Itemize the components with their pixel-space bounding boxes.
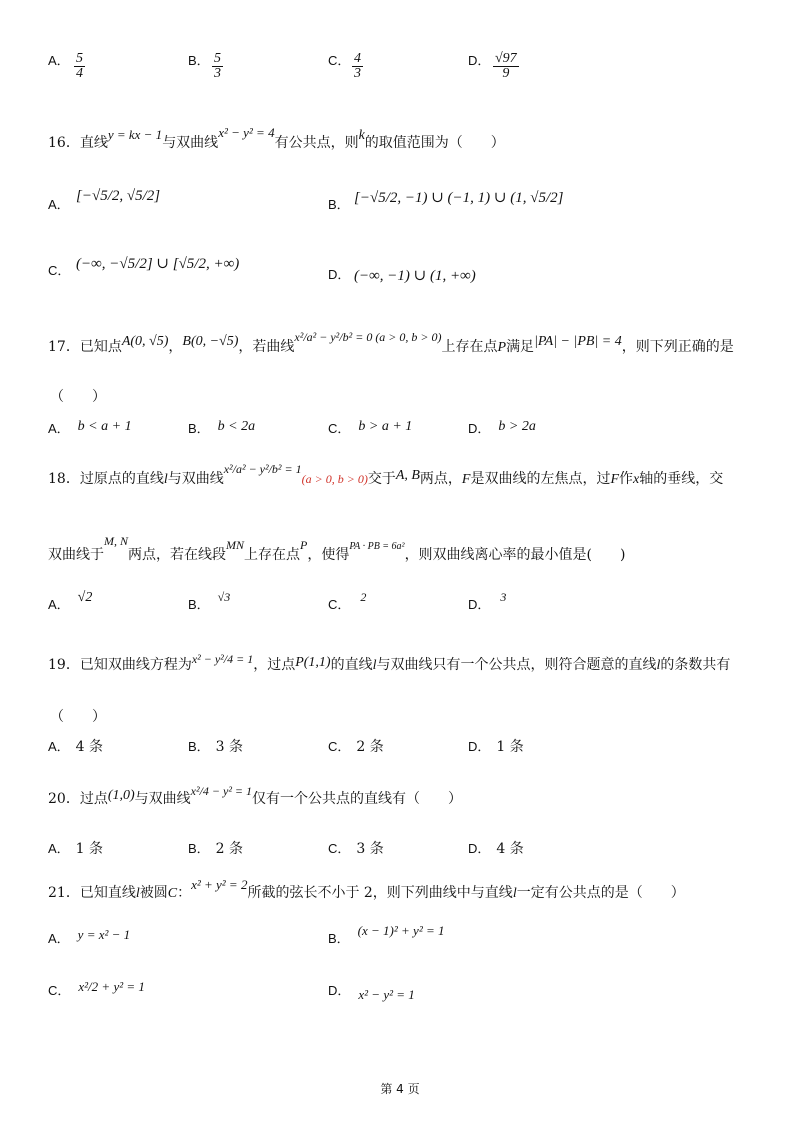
option-label: D． [468,597,491,612]
line-l: l [163,472,168,487]
option-value: 4 条 [496,841,524,857]
stem-text: 上存在点 [244,547,300,563]
stem-text: 被圆 [139,885,168,901]
numerator: 4 [354,51,361,66]
stem-text: 作 [619,471,634,487]
option-label: A． [48,739,70,754]
option-value: 1 条 [496,739,524,755]
q15-option-d-frac [493,52,519,81]
option-label: D． [328,983,351,998]
q19-paren: （ ） [50,709,106,725]
denominator: 9 [502,66,510,81]
option-value: y = x² − 1 [77,927,131,942]
stem-text: 与双曲线 [162,135,219,151]
focus-f: F [610,472,620,487]
option-label: B． [328,931,350,946]
focus-f: F [461,472,471,487]
q15-option-d [468,52,490,70]
option-value: b > a + 1 [358,419,413,434]
stem-text: 有公共点，则 [274,135,359,151]
page-number: 第 4 页 [380,1082,420,1096]
stem-text: ： [177,885,192,901]
line-l: l [135,886,140,901]
numerator: 5 [76,51,83,66]
line-equation: y = kx − 1 [107,127,163,142]
option-value: 2 条 [356,739,384,755]
question-number: 20． [48,791,80,807]
stem-text: 是双曲线的左焦点，过 [470,471,611,487]
stem-text: 两点， [419,471,462,487]
stem-text: 与双曲线 [167,471,224,487]
option-label: D． [468,421,491,436]
stem-text: 与双曲线 [134,791,191,807]
stem-text: 一定有公共点的是（ ） [516,885,685,901]
q19-option-a [48,738,103,756]
option-value: 3 [500,590,507,604]
circle-equation: x² + y² = 2 [191,877,248,892]
q15-option-a-frac [74,52,85,81]
option-value: 2 条 [215,841,244,857]
question-number: 17． [48,339,80,355]
q20-option-b [188,840,243,858]
stem-text: 过原点的直线 [79,471,164,487]
line-l: l [656,658,661,673]
q17-option-b [188,420,255,439]
question-number: 19． [48,657,80,673]
variable: k [358,128,365,143]
q19-stem [48,652,731,675]
denominator: 3 [354,66,361,81]
question-number: 21． [48,885,80,901]
stem-text: 仅有一个公共点的直线有（ ） [252,791,463,807]
stem-text: ， [168,339,183,355]
option-value: b < 2a [217,419,256,434]
option-value: 4 条 [75,739,104,755]
question-number: 18． [48,471,80,487]
axis-x: x [633,472,640,487]
option-label: A． [48,53,70,68]
q18-option-a [48,590,93,615]
q20-option-c [328,840,384,858]
option-label: B． [328,197,350,212]
stem-text: 的取值范围为（ ） [364,135,505,151]
option-label: D． [328,267,351,282]
option-label: D． [468,53,491,68]
option-label: A． [48,197,70,212]
q15-option-b-frac [212,52,223,81]
q20-stem [48,784,463,809]
option-value: x²/2 + y² = 1 [78,979,145,994]
q16-option-a-value: [−√5/2, √5/2] [76,188,161,204]
option-value: b > 2a [498,419,536,434]
stem-text: 两点，若在线段 [128,547,226,563]
option-value: 3 条 [356,841,384,857]
q17-option-c [328,420,412,439]
q15-option-b [188,52,210,70]
stem-text: ，则双曲线离心率的最小值是( ) [404,547,626,563]
q17-option-d [468,420,536,439]
q18-option-c [328,590,367,614]
option-label: B． [188,739,210,754]
q16-option-a [48,196,70,214]
option-label: C． [48,263,71,278]
point-a: A(0, √5) [121,334,169,349]
option-label: A． [48,421,70,436]
stem-text: 双曲线于 [48,547,104,563]
option-label: A． [48,931,70,946]
points-mn: M, N [104,534,128,548]
numerator: 5 [214,51,221,66]
option-value: √3 [217,590,231,604]
option-value: b < a + 1 [77,419,132,434]
q15-option-a [48,52,70,70]
line-l: l [372,658,377,673]
q16-option-b [328,196,350,214]
point-p: P(1,1) [295,655,331,670]
option-label: A． [48,841,70,856]
option-label: D． [468,739,491,754]
stem-text: ，若曲线 [238,339,295,355]
q21-stem [48,877,685,903]
q17-stem [48,330,734,357]
q19-option-c [328,738,384,756]
stem-text: 交于 [367,471,396,487]
option-value: 1 条 [75,841,104,857]
q21-option-b [328,923,445,948]
option-label: C． [48,983,71,998]
q18-stem-line1 [48,462,724,489]
condition: (a > 0, b > 0) [301,472,368,486]
curve-equation: x²/4 − y² = 1 [190,784,253,798]
option-value: x² − y² = 1 [358,987,415,1002]
q16-option-d [328,266,350,284]
q15-option-c [328,52,350,70]
q17-option-a [48,420,132,439]
q20-option-a [48,840,103,858]
point-p: P [300,538,308,552]
option-label: C． [328,53,351,68]
q15-option-c-frac [352,52,363,81]
point-p: P [497,340,507,355]
denominator: 3 [214,66,221,81]
stem-text: 的直线 [330,657,373,673]
q16-option-c [48,262,70,280]
curve-equation: x² − y²/4 = 1 [191,652,254,666]
line-l: l [512,886,517,901]
q17-paren: （ ） [50,389,106,405]
option-value: (x − 1)² + y² = 1 [357,923,445,938]
stem-text: 上存在点 [441,339,498,355]
stem-text: ，使得 [307,547,350,563]
q18-option-d [468,590,507,614]
option-label: A． [48,597,70,612]
condition: |PA| − |PB| = 4 [534,334,622,349]
q16-option-d-value: (−∞, −1) ∪ (1, +∞) [354,268,476,284]
points-ab: A, B [395,468,420,483]
curve-equation: x² − y² = 4 [218,125,275,140]
q19-option-d [468,738,524,756]
option-value: √2 [77,590,93,605]
option-label: C． [328,421,351,436]
option-value: 3 条 [215,739,244,755]
q16-option-c-value: (−∞, −√5/2] ∪ [√5/2, +∞) [76,256,240,272]
stem-text: ，过点 [253,657,296,673]
q19-option-b [188,738,243,756]
stem-text: 已知双曲线方程为 [79,657,192,673]
question-number: 16． [48,135,80,151]
circle-c: C [167,886,178,901]
q21-option-c [48,979,145,1000]
option-label: C． [328,841,351,856]
stem-text: 已知点 [79,339,122,355]
option-label: C． [328,739,351,754]
q21-option-d [328,982,415,1000]
option-value: 2 [360,590,367,604]
q18-stem-line2 [48,534,626,566]
q16-stem [48,125,505,153]
q18-option-b [188,590,231,614]
stem-text: 满足 [506,339,535,355]
option-label: C． [328,597,351,612]
q21-option-a [48,927,131,948]
option-label: B． [188,421,210,436]
q20-option-d [468,840,524,858]
stem-text: 直线 [79,135,108,151]
option-label: D． [468,841,491,856]
curve-equation: x²/a² − y²/b² = 1 [223,462,302,476]
stem-text: 轴的垂线，交 [639,471,724,487]
point-b: B(0, −√5) [182,334,239,349]
stem-text: ，则下列正确的是 [621,339,734,355]
curve-equation: x²/a² − y²/b² = 0 (a > 0, b > 0) [294,330,442,344]
stem-text: 与双曲线只有一个公共点，则符合题意的直线 [376,657,657,673]
stem-text: 所截的弦长不小于 2，则下列曲线中与直线 [247,885,513,901]
option-label: B． [188,53,210,68]
point: (1,0) [107,788,135,803]
dot-product: PA · PB = 6a² [349,541,405,552]
stem-text: 的条数共有 [660,657,731,673]
option-label: B． [188,841,210,856]
stem-text: 过点 [79,791,108,807]
numerator: √97 [495,51,517,66]
denominator: 4 [76,66,83,81]
q16-option-b-value: [−√5/2, −1) ∪ (−1, 1) ∪ (1, √5/2] [354,190,564,206]
stem-text: 已知直线 [79,885,136,901]
segment-mn: MN [226,538,244,552]
option-label: B． [188,597,210,612]
